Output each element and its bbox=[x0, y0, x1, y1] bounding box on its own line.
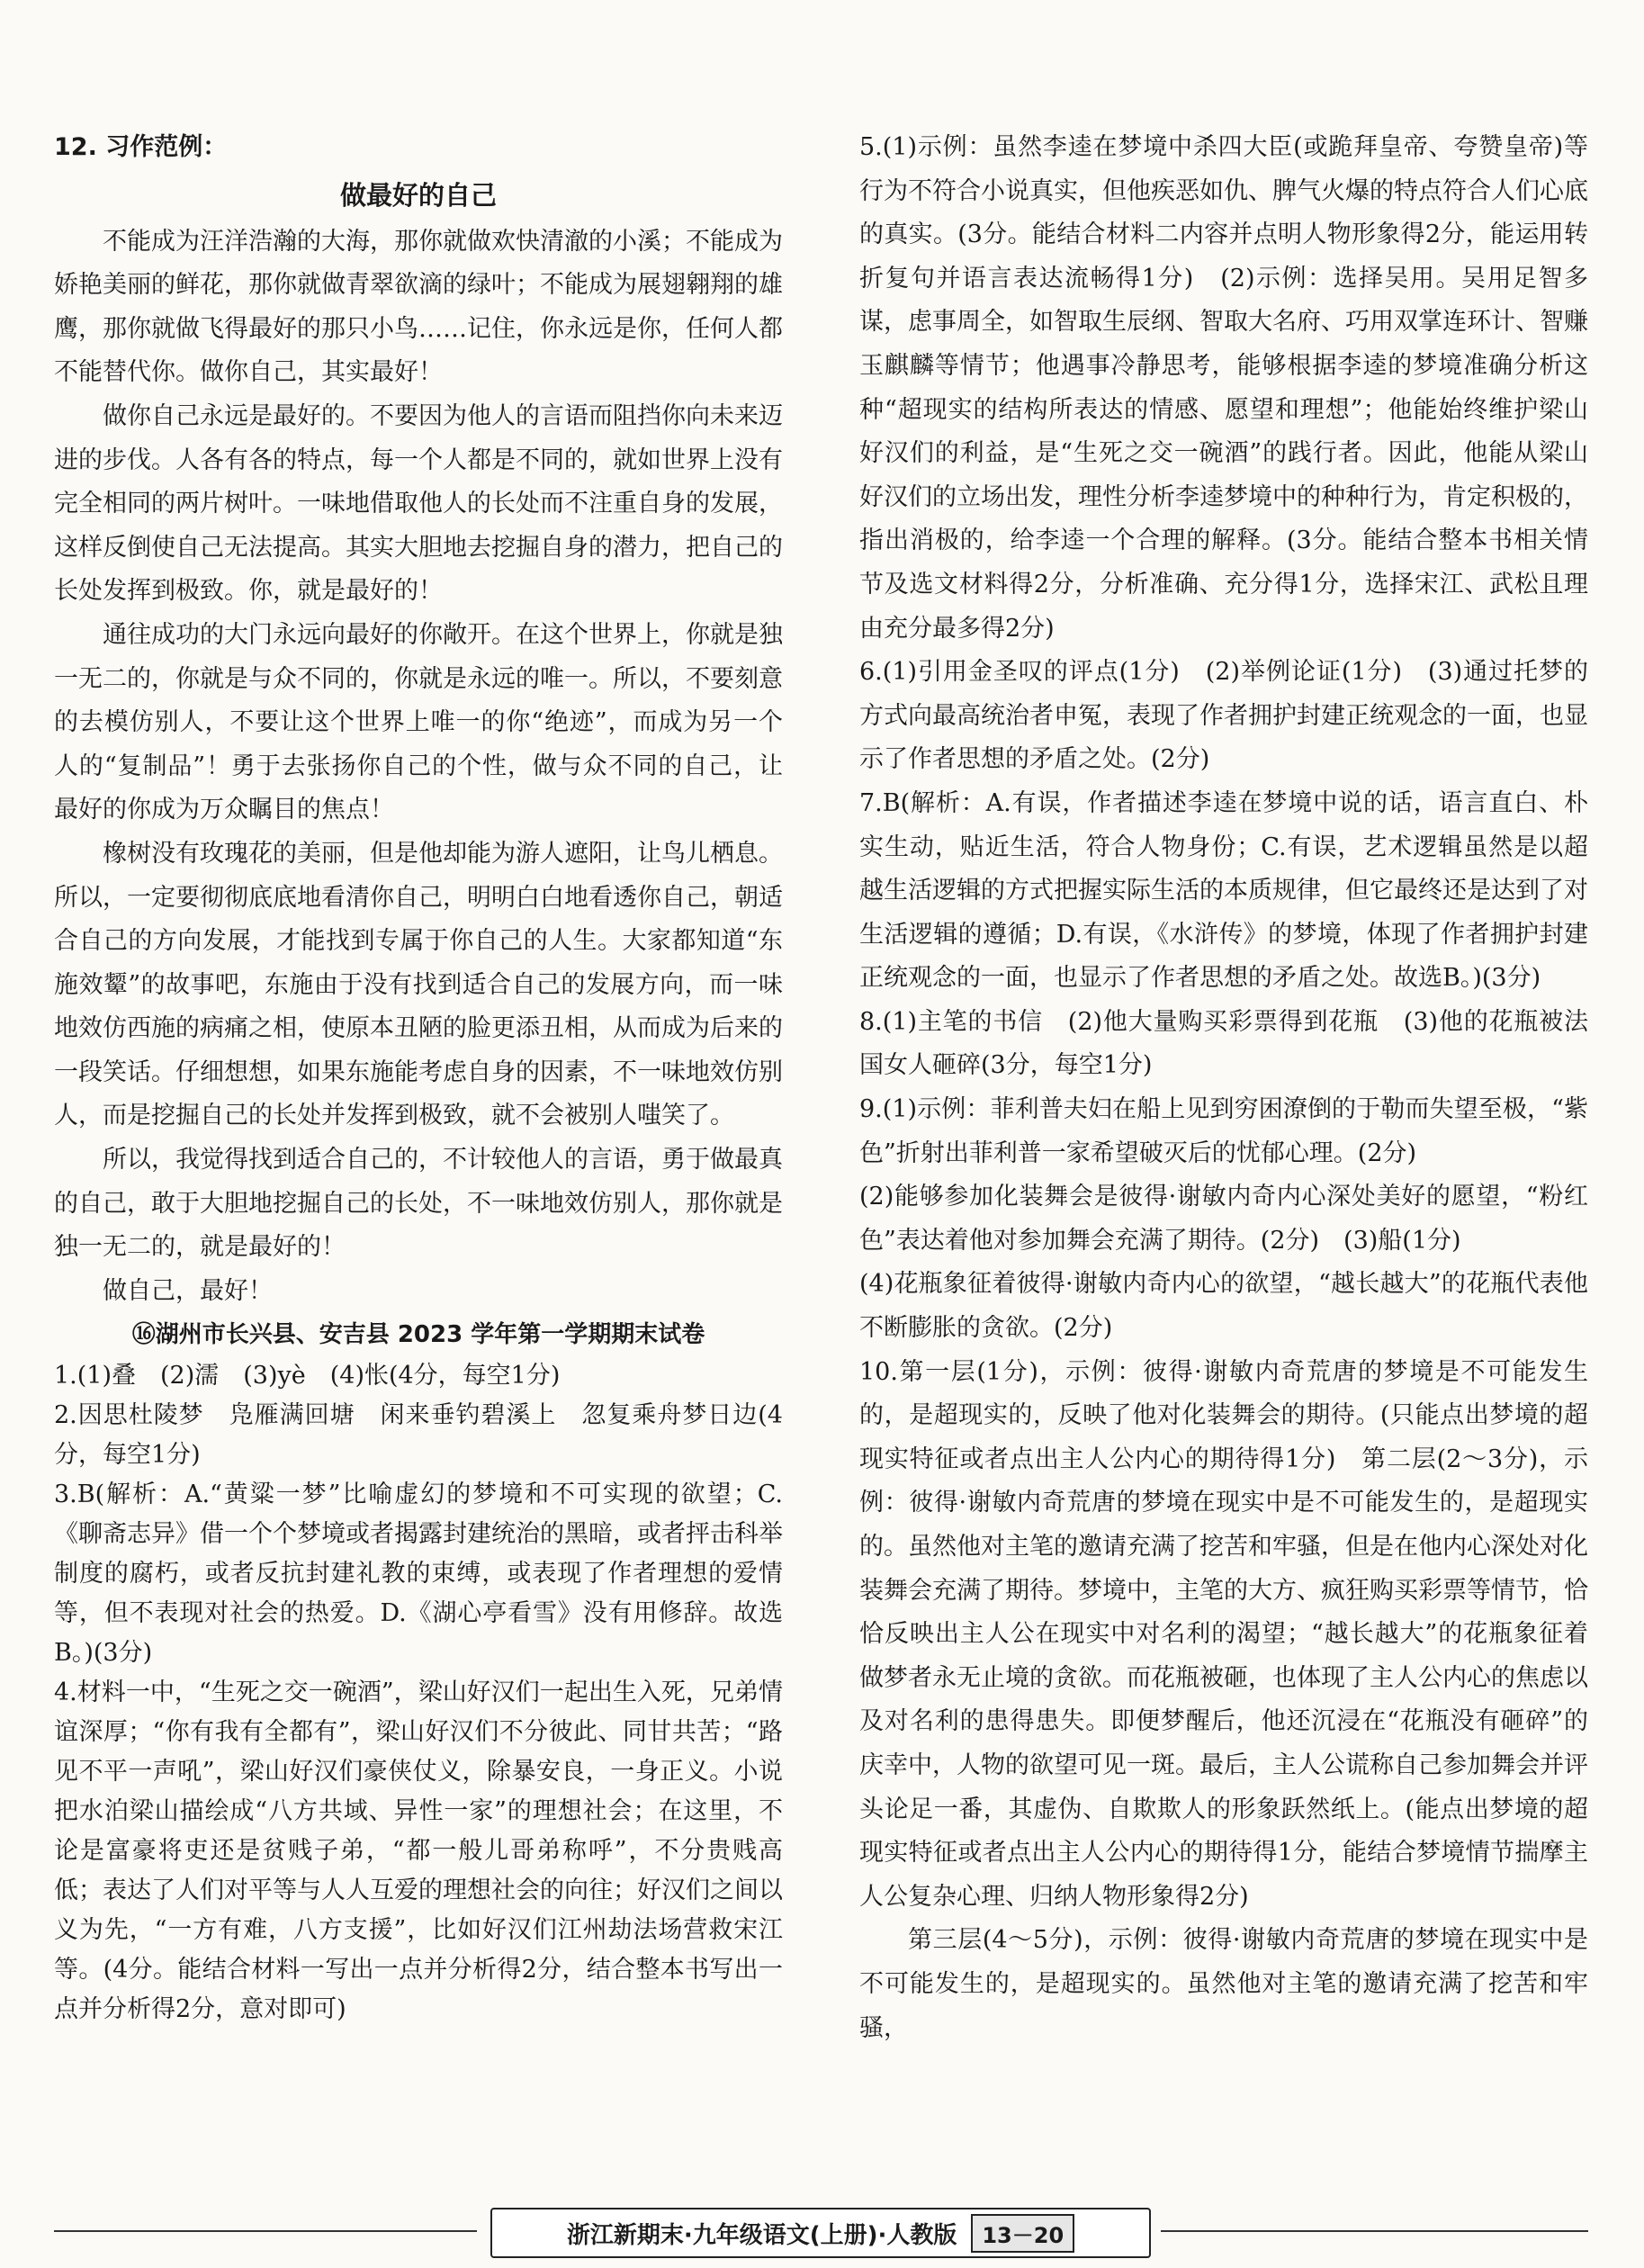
answer-item: 10.第一层(1分)，示例：彼得·谢敏内奇荒唐的梦境是不可能发生的，是超现实的，反映了他对化装舞会的期待。(只能点出梦境的超现实特征或者点出主人公内心的期待得1分) 第二层(2～3分)，示例：彼得·谢敏内奇荒唐的梦境在现实中是不可能发生的，是超现实的。虽然他对主笔的邀请充满了挖苦和牢骚，但是在他内心深处对化装舞会充满了期待。梦境中，主笔的大方、疯狂购买彩票等情节，恰恰反映出主人公在现实中对名利的渴望；“越长越大”的花瓶象征着做梦者永无止境的贪欲。而花瓶被砸，也体现了主人公内心的焦虑以及对名利的患得患失。即便梦醒后，他还沉浸在“花瓶没有砸碎”的庆幸中，人物的欲望可见一斑。最后，主人公谎称自己参加舞会并评头论足一番，其虚伪、自欺欺人的形象跃然纸上。(能点出梦境的超现实特征或者点出主人公内心的期待得1分，能结合梦境情节揣摩主人公复杂心理、归纳人物形象得2分) bbox=[859, 1357, 1588, 1911]
footer-title: 浙江新期末·九年级语文(上册)·人教版 bbox=[566, 2221, 957, 2249]
page-number: 13－20 bbox=[971, 2214, 1074, 2253]
answer-item: 9.(1)示例：菲利普夫妇在船上见到穷困潦倒的于勒而失望至极，“紫色”折射出菲利普一家希望破灭后的忧郁心理。(2分) bbox=[859, 1095, 1588, 1167]
answer-item: (2)能够参加化装舞会是彼得·谢敏内奇内心深处美好的愿望，“粉红色”表达着他对参加舞会充满了期待。(2分) (3)船(1分) bbox=[859, 1183, 1588, 1255]
essay-paragraph: 做你自己永远是最好的。不要因为他人的言语而阻挡你向未来迈进的步伐。人各有各的特点，每一个人都是不同的，就如世界上没有完全相同的两片树叶。一味地借取他人的长处而不注重自身的发展，这样反倒使自己无法提高。其实大胆地去挖掘自身的潜力，把自己的长处发挥到极致。你，就是最好的！ bbox=[54, 401, 783, 606]
answer-item: 6.(1)引用金圣叹的评点(1分) (2)举例论证(1分) (3)通过托梦的方式向最高统治者申冤，表现了作者拥护封建正统观念的一面，也显示了作者思想的矛盾之处。(2分) bbox=[859, 658, 1588, 774]
essay-paragraph: 做自己，最好！ bbox=[103, 1276, 273, 1305]
essay-paragraph: 不能成为汪洋浩瀚的大海，那你就做欢快清澈的小溪；不能成为娇艳美丽的鲜花，那你就做青翠欲滴的绿叶；不能成为展翅翱翔的雄鹰，那你就做飞得最好的那只小鸟……记住，你永远是你，任何人都不能替代你。做你自己，其实最好！ bbox=[54, 227, 783, 387]
answer-item: (4)花瓶象征着彼得·谢敏内奇内心的欲望，“越长越大”的花瓶代表他不断膨胀的贪欲。(2分) bbox=[859, 1270, 1588, 1343]
exam-section-title: ⑯湖州市长兴县、安吉县 2023 学年第一学期期末试卷 bbox=[131, 1321, 705, 1349]
essay-paragraph: 所以，我觉得找到适合自己的，不计较他人的言语，勇于做最真的自己，敢于大胆地挖掘自己的长处，不一味地效仿别人，那你就是独一无二的，就是最好的！ bbox=[54, 1146, 783, 1262]
answer-item: 第三层(4～5分)，示例：彼得·谢敏内奇荒唐的梦境在现实中是不可能发生的，是超现实的。虽然他对主笔的邀请充满了挖苦和牢骚， bbox=[859, 1926, 1588, 2042]
q12-heading: 12. 习作范例： bbox=[54, 133, 228, 161]
answer-item: 5.(1)示例：虽然李逵在梦境中杀四大臣(或跪拜皇帝、夸赞皇帝)等行为不符合小说真实，但他疾恶如仇、脾气火爆的特点符合人们心底的真实。(3分。能结合材料二内容并点明人物形象得2分，能运用转折复句并语言表达流畅得1分) (2)示例：选择吴用。吴用足智多谋，虑事周全，如智取生辰纲、智取大名府、巧用双掌连环计、智赚玉麒麟等情节；他遇事冷静思考，能够根据李逵的梦境准确分析这种“超现实的结构所表达的情感、愿望和理想”；他能始终维护梁山好汉们的利益，是“生死之交一碗酒”的践行者。因此，他能从梁山好汉们的立场出发，理性分析李逵梦境中的种种行为，肯定积极的，指出消极的，给李逵一个合理的解释。(3分。能结合整本书相关情节及选文材料得2分，分析准确、充分得1分，选择宋江、武松且理由充分最多得2分) bbox=[859, 133, 1588, 643]
answer-item: 3.B(解析：A.“黄粱一梦”比喻虚幻的梦境和不可实现的欲望；C.《聊斋志异》借一个个梦境或者揭露封建统治的黑暗，或者抨击科举制度的腐朽，或者反抗封建礼教的束缚，或表现了作者理想的爱情等，但不表现对社会的热爱。D.《湖心亭看雪》没有用修辞。故选B。)(3分) bbox=[54, 1480, 783, 1668]
essay-paragraph: 橡树没有玫瑰花的美丽，但是他却能为游人遮阳，让鸟儿栖息。所以，一定要彻彻底底地看清你自己，明明白白地看透你自己，朝适合自己的方向发展，才能找到专属于你自己的人生。大家都知道“东施效颦”的故事吧，东施由于没有找到适合自己的发展方向，而一味地效仿西施的病痛之相，使原本丑陋的脸更添丑相，从而成为后来的一段笑话。仔细想想，如果东施能考虑自身的因素，不一味地效仿别人，而是挖掘自己的长处并发挥到极致，就不会被别人嗤笑了。 bbox=[54, 839, 783, 1130]
left-column bbox=[54, 126, 783, 2030]
page-footer bbox=[490, 2208, 1151, 2258]
answer-item: 7.B(解析：A.有误，作者描述李逵在梦境中说的话，语言直白、朴实生动，贴近生活，符合人物身份；C.有误，艺术逻辑虽然是以超越生活逻辑的方式把握实际生活的本质规律，但它最终还是达到了对生活逻辑的遵循；D.有误，《水浒传》的梦境，体现了作者拥护封建正统观念的一面，也显示了作者思想的矛盾之处。故选B。)(3分) bbox=[859, 788, 1588, 993]
footer-rule bbox=[1161, 2230, 1588, 2232]
right-column bbox=[859, 126, 1588, 2050]
answer-item: 2.因思杜陵梦 凫雁满回塘 闲来垂钓碧溪上 忽复乘舟梦日边(4分，每空1分) bbox=[54, 1401, 783, 1470]
answer-item: 8.(1)主笔的书信 (2)他大量购买彩票得到花瓶 (3)他的花瓶被法国女人砸碎(3分，每空1分) bbox=[859, 1007, 1588, 1080]
answer-item: 1.(1)叠 (2)濡 (3)yè (4)怅(4分，每空1分) bbox=[54, 1362, 561, 1390]
essay-title: 做最好的自己 bbox=[339, 179, 497, 211]
essay-paragraph: 通往成功的大门永远向最好的你敞开。在这个世界上，你就是独一无二的，你就是与众不同的，你就是永远的唯一。所以，不要刻意的去模仿别人，不要让这个世界上唯一的你“绝迹”，而成为另一个人的“复制品”！勇于去张扬你自己的个性，做与众不同的自己，让最好的你成为万众瞩目的焦点！ bbox=[54, 620, 783, 824]
answer-item: 4.材料一中，“生死之交一碗酒”，梁山好汉们一起出生入死，兄弟情谊深厚；“你有我有全都有”，梁山好汉们不分彼此、同甘共苦；“路见不平一声吼”，梁山好汉们豪侠仗义，除暴安良，一身正义。小说把水泊梁山描绘成“八方共域、异性一家”的理想社会；在这里，不论是富豪将吏还是贫贱子弟，“都一般儿哥弟称呼”，不分贵贱高低；表达了人们对平等与人人互爱的理想社会的向往；好汉们之间以义为先，“一方有难，八方支援”，比如好汉们江州劫法场营救宋江等。(4分。能结合材料一写出一点并分析得2分，结合整本书写出一点并分析得2分，意对即可) bbox=[54, 1678, 783, 2024]
footer-rule bbox=[54, 2230, 477, 2232]
